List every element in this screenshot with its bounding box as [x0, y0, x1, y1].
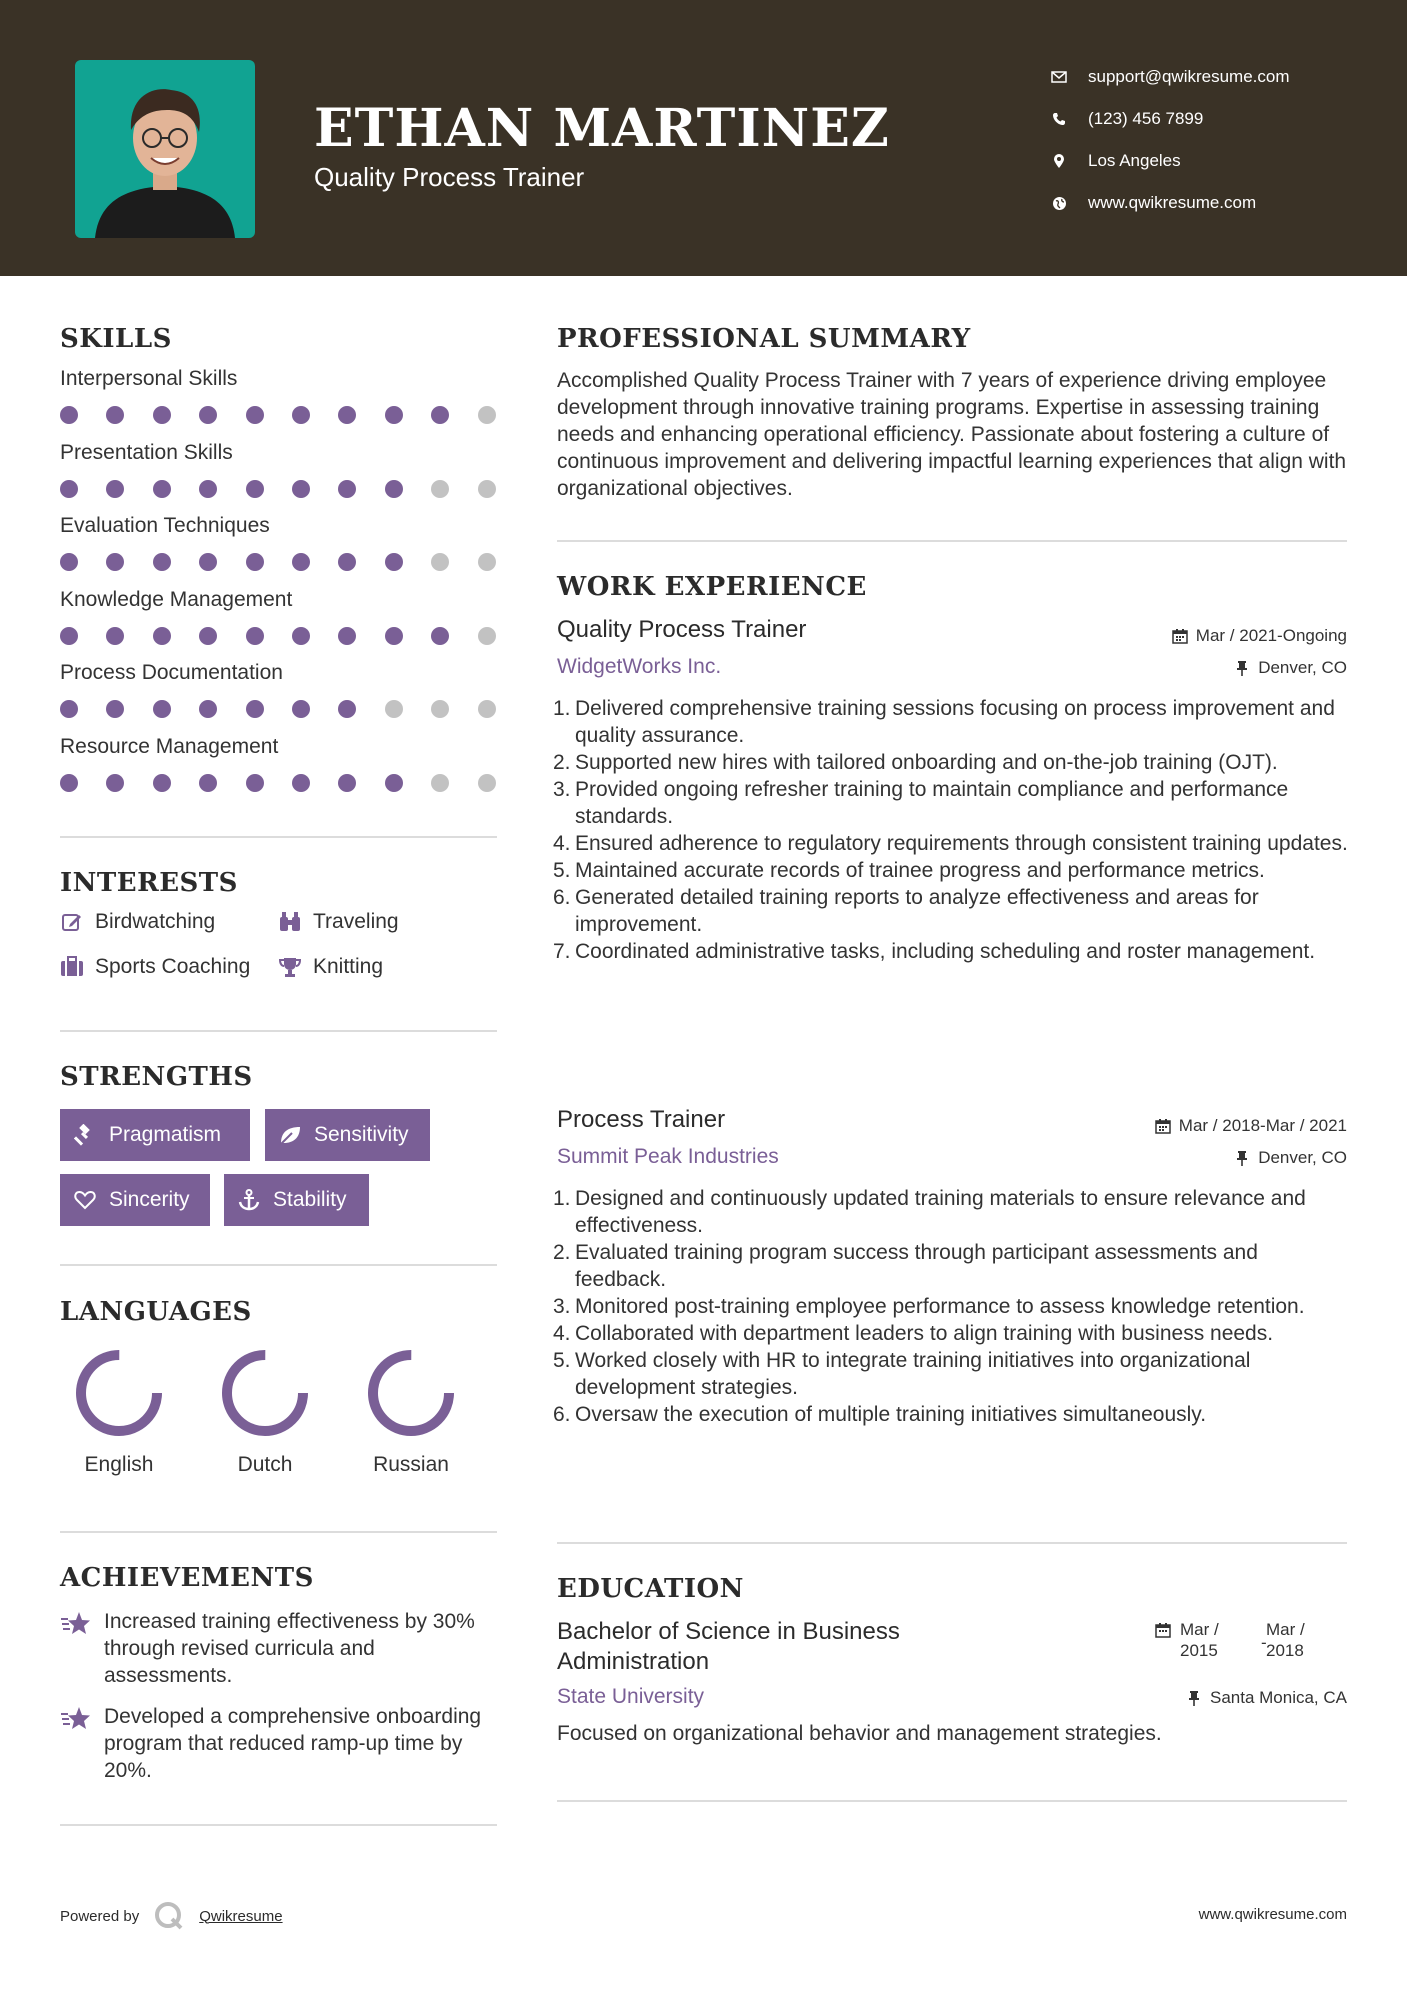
- language-label: Dutch: [237, 1453, 293, 1476]
- job-date-text: Mar / 2021-Ongoing: [1195, 626, 1347, 645]
- anchor-icon: [237, 1188, 261, 1212]
- qwikresume-logo-icon: [153, 1900, 185, 1932]
- bullet-text: Designed and continuously updated training materials to ensure relevance and effectiveness.: [575, 1187, 1306, 1237]
- school-name: State University: [557, 1685, 705, 1708]
- job-title: Quality Process Trainer: [557, 616, 807, 643]
- job-date: [1155, 1116, 1347, 1136]
- achievements-title: ACHIEVEMENTS: [60, 1563, 314, 1593]
- star-icon: [60, 1610, 92, 1638]
- rating-dot-filled: [246, 627, 264, 645]
- achievement-item: [60, 1608, 500, 1689]
- divider: [557, 540, 1347, 542]
- interest-item: [278, 910, 399, 934]
- job-date: [1172, 626, 1347, 646]
- rating-dot-filled: [60, 480, 78, 498]
- interests-title: INTERESTS: [60, 868, 238, 898]
- skill-item: [60, 367, 500, 429]
- education-location: [1186, 1688, 1347, 1708]
- job-bullet: 5. Maintained accurate records of trainee progress and performance metrics.: [553, 859, 1265, 882]
- rating-dot-filled: [338, 700, 356, 718]
- job-bullet: 3. Provided ongoing refresher training to maintain compliance and performance standards.: [553, 778, 1289, 828]
- language-progress-ring: [363, 1345, 459, 1441]
- contact-phone-text: (123) 456 7899: [1088, 109, 1204, 128]
- bullet-text: Provided ongoing refresher training to maintain compliance and performance standards.: [575, 778, 1289, 828]
- job-bullet: 2. Evaluated training program success through participant assessments and feedback.: [553, 1241, 1258, 1291]
- language-item: [351, 1345, 471, 1477]
- education-start-month: Mar /: [1180, 1620, 1219, 1639]
- achievement-text: Developed a comprehensive onboarding program that reduced ramp-up time by 20%.: [104, 1705, 482, 1782]
- rating-dot-filled: [106, 774, 124, 792]
- interest-label: Birdwatching: [95, 910, 216, 933]
- interest-item: [60, 910, 215, 934]
- bullet-text: Monitored post-training employee performance to assess knowledge retention.: [575, 1295, 1305, 1318]
- education-end-year: 2018: [1266, 1641, 1304, 1660]
- job-title: Process Trainer: [557, 1106, 726, 1133]
- rating-dot-filled: [338, 774, 356, 792]
- rating-dot-filled: [246, 480, 264, 498]
- footer-url[interactable]: www.qwikresume.com: [1198, 1906, 1347, 1923]
- bullet-text: Ensured adherence to regulatory requirements through consistent training updates.: [575, 832, 1348, 855]
- strengths-title: STRENGTHS: [60, 1062, 253, 1092]
- language-item: [59, 1345, 179, 1477]
- rating-dot-filled: [385, 553, 403, 571]
- job-location-text: Denver, CO: [1258, 658, 1347, 677]
- rating-dot-filled: [338, 627, 356, 645]
- interest-item: [278, 955, 383, 979]
- calendar-icon: [1172, 628, 1188, 644]
- divider: [60, 1531, 497, 1533]
- pushpin-icon: [1234, 1150, 1250, 1166]
- binoculars-icon: [278, 910, 302, 934]
- bullet-text: Maintained accurate records of trainee progress and performance metrics.: [575, 859, 1265, 882]
- company-name: Summit Peak Industries: [557, 1145, 779, 1168]
- job-bullet: 7. Coordinated administrative tasks, including scheduling and roster management.: [553, 940, 1316, 963]
- bullet-text: Worked closely with HR to integrate training initiatives into organizational development strategies.: [575, 1349, 1251, 1399]
- rating-dot-filled: [199, 774, 217, 792]
- skill-name: Process Documentation: [60, 661, 283, 684]
- strength-badge: [265, 1109, 430, 1161]
- globe-icon: [1050, 194, 1068, 212]
- job-location: [1234, 1148, 1347, 1168]
- skill-item: [60, 588, 500, 650]
- skill-rating: [60, 767, 500, 797]
- skill-item: [60, 735, 500, 797]
- trophy-icon: [278, 955, 302, 979]
- education-start-year: 2015: [1180, 1641, 1218, 1660]
- language-item: [205, 1345, 325, 1477]
- job-location-text: Denver, CO: [1258, 1148, 1347, 1167]
- rating-dot-filled: [106, 480, 124, 498]
- job-bullet: 3. Monitored post-training employee performance to assess knowledge retention.: [553, 1295, 1305, 1318]
- achievement-item: [60, 1703, 500, 1784]
- language-progress-arc: [373, 1355, 449, 1431]
- rating-dot-filled: [106, 406, 124, 424]
- bullet-text: Evaluated training program success through participant assessments and feedback.: [575, 1241, 1258, 1291]
- strength-badge: [60, 1109, 250, 1161]
- contact-location: [1050, 140, 1290, 182]
- bullet-text: Supported new hires with tailored onboarding and on-the-job training (OJT).: [575, 751, 1278, 774]
- rating-dot-filled: [106, 553, 124, 571]
- rating-dot-filled: [246, 553, 264, 571]
- rating-dot-empty: [431, 553, 449, 571]
- skill-rating: [60, 693, 500, 723]
- job-bullets: [553, 695, 1352, 965]
- bullet-text: Generated detailed training reports to analyze effectiveness and areas for improvement.: [575, 886, 1259, 936]
- contact-list: [1050, 56, 1290, 224]
- rating-dot-filled: [246, 700, 264, 718]
- rating-dot-filled: [153, 700, 171, 718]
- job-bullet: 5. Worked closely with HR to integrate training initiatives into organizational development strategies.: [553, 1349, 1251, 1399]
- heart-icon: [73, 1188, 97, 1212]
- divider: [60, 836, 497, 838]
- job-bullet: 6. Oversaw the execution of multiple training initiatives simultaneously.: [553, 1403, 1207, 1426]
- star-icon: [60, 1705, 92, 1733]
- divider: [60, 1030, 497, 1032]
- job-location: [1234, 658, 1347, 678]
- language-label: English: [84, 1453, 154, 1476]
- person-avatar-icon: [75, 60, 255, 238]
- gavel-icon: [73, 1123, 97, 1147]
- education-description: Focused on organizational behavior and management strategies.: [557, 1722, 1162, 1745]
- rating-dot-filled: [246, 774, 264, 792]
- rating-dot-empty: [478, 480, 496, 498]
- calendar-icon: [1155, 1118, 1171, 1134]
- job-bullet: 4. Collaborated with department leaders to align training with business needs.: [553, 1322, 1274, 1345]
- rating-dot-filled: [292, 553, 310, 571]
- strength-badge: [60, 1174, 210, 1226]
- bullet-text: Coordinated administrative tasks, including scheduling and roster management.: [575, 940, 1316, 963]
- rating-dot-filled: [431, 627, 449, 645]
- envelope-icon: [1050, 68, 1068, 86]
- rating-dot-filled: [60, 774, 78, 792]
- rating-dot-filled: [153, 480, 171, 498]
- pushpin-icon: [1234, 660, 1250, 676]
- job-bullet: 6. Generated detailed training reports to analyze effectiveness and areas for improvement.: [553, 886, 1259, 936]
- contact-location-text: Los Angeles: [1088, 151, 1181, 170]
- rating-dot-filled: [292, 774, 310, 792]
- strength-label: Stability: [273, 1188, 347, 1211]
- skill-rating: [60, 399, 500, 429]
- strength-badge: [224, 1174, 369, 1226]
- skill-rating: [60, 473, 500, 503]
- phone-icon: [1050, 110, 1068, 128]
- qwikresume-link[interactable]: Qwikresume: [199, 1907, 283, 1925]
- education-end-month: Mar /: [1266, 1620, 1305, 1639]
- degree-title-line2: Administration: [557, 1648, 710, 1675]
- map-pin-icon: [1050, 152, 1068, 170]
- rating-dot-filled: [385, 627, 403, 645]
- language-progress-ring: [217, 1345, 313, 1441]
- skill-name: Evaluation Techniques: [60, 514, 270, 537]
- interest-label: Knitting: [313, 955, 384, 978]
- resume-header: [0, 0, 1407, 276]
- interest-item: [60, 955, 250, 979]
- rating-dot-filled: [106, 700, 124, 718]
- rating-dot-filled: [338, 553, 356, 571]
- contact-email[interactable]: [1050, 56, 1290, 98]
- rating-dot-empty: [478, 553, 496, 571]
- bullet-text: Oversaw the execution of multiple training initiatives simultaneously.: [575, 1403, 1207, 1426]
- calendar-icon: [1155, 1622, 1175, 1642]
- rating-dot-filled: [106, 627, 124, 645]
- rating-dot-filled: [246, 406, 264, 424]
- divider: [557, 1542, 1347, 1544]
- rating-dot-filled: [292, 627, 310, 645]
- rating-dot-empty: [478, 774, 496, 792]
- strength-label: Pragmatism: [109, 1123, 222, 1146]
- strength-label: Sincerity: [109, 1188, 190, 1211]
- rating-dot-empty: [385, 700, 403, 718]
- skill-name: Knowledge Management: [60, 587, 293, 611]
- skill-rating: [60, 620, 500, 650]
- rating-dot-empty: [431, 480, 449, 498]
- rating-dot-filled: [153, 627, 171, 645]
- experience-title: WORK EXPERIENCE: [557, 572, 867, 602]
- rating-dot-filled: [60, 627, 78, 645]
- rating-dot-filled: [153, 553, 171, 571]
- pushpin-icon: [1186, 1690, 1202, 1706]
- footer-branding: [60, 1900, 283, 1932]
- rating-dot-empty: [431, 700, 449, 718]
- strength-label: Sensitivity: [314, 1123, 409, 1146]
- achievement-text: Increased training effectiveness by 30% through revised curricula and assessments.: [104, 1610, 475, 1687]
- rating-dot-filled: [385, 406, 403, 424]
- bullet-text: Delivered comprehensive training sessions focusing on process improvement and quality assurance.: [575, 697, 1335, 747]
- skill-item: [60, 514, 500, 576]
- rating-dot-filled: [199, 480, 217, 498]
- company-name: WidgetWorks Inc.: [557, 655, 722, 678]
- rating-dot-filled: [60, 700, 78, 718]
- summary-text: Accomplished Quality Process Trainer with 7 years of experience driving employee development through innovative training programs. Expertise in assessing training needs and enhancing operational efficiency. Passionate about fostering a culture of continuous improvement and delivering impactful learning experiences that align with organizational objectives.: [557, 369, 1347, 500]
- degree-title-line1: Bachelor of Science in Business: [557, 1618, 900, 1645]
- rating-dot-empty: [478, 700, 496, 718]
- candidate-name: ETHAN MARTINEZ: [314, 98, 890, 159]
- rating-dot-filled: [292, 480, 310, 498]
- education-date-separator: -: [1261, 1633, 1267, 1652]
- rating-dot-filled: [153, 774, 171, 792]
- education-location-text: Santa Monica, CA: [1209, 1688, 1347, 1707]
- rating-dot-filled: [292, 406, 310, 424]
- leaf-icon: [278, 1123, 302, 1147]
- language-label: Russian: [373, 1453, 449, 1476]
- rating-dot-filled: [338, 406, 356, 424]
- briefcase-icon: [60, 955, 84, 979]
- rating-dot-empty: [431, 774, 449, 792]
- rating-dot-filled: [338, 480, 356, 498]
- summary-title: PROFESSIONAL SUMMARY: [557, 324, 971, 354]
- skill-item: [60, 441, 500, 503]
- bullet-text: Collaborated with department leaders to align training with business needs.: [575, 1322, 1274, 1345]
- job-bullet: 2. Supported new hires with tailored onboarding and on-the-job training (OJT).: [553, 751, 1278, 774]
- job-bullets: [553, 1185, 1352, 1428]
- rating-dot-filled: [292, 700, 310, 718]
- job-date-text: Mar / 2018-Mar / 2021: [1178, 1116, 1347, 1135]
- rating-dot-filled: [385, 480, 403, 498]
- rating-dot-empty: [478, 406, 496, 424]
- divider: [557, 1800, 1347, 1802]
- language-progress-arc: [227, 1355, 303, 1431]
- education-title: EDUCATION: [557, 1574, 744, 1604]
- skill-name: Interpersonal Skills: [60, 367, 238, 390]
- languages-title: LANGUAGES: [60, 1297, 252, 1327]
- rating-dot-filled: [199, 406, 217, 424]
- job-bullet: 4. Ensured adherence to regulatory requirements through consistent training updates.: [553, 832, 1348, 855]
- skill-item: [60, 661, 500, 723]
- education-end-date: [1266, 1619, 1305, 1661]
- rating-dot-filled: [431, 406, 449, 424]
- skills-title: SKILLS: [60, 324, 172, 354]
- rating-dot-filled: [199, 627, 217, 645]
- rating-dot-filled: [199, 553, 217, 571]
- job-bullet: 1. Delivered comprehensive training sessions focusing on process improvement and quality assurance.: [553, 697, 1335, 747]
- divider: [60, 1264, 497, 1266]
- language-progress-ring: [71, 1345, 167, 1441]
- contact-website-text: www.qwikresume.com: [1088, 193, 1257, 212]
- rating-dot-filled: [153, 406, 171, 424]
- candidate-title: Quality Process Trainer: [314, 162, 585, 192]
- interest-label: Sports Coaching: [95, 955, 251, 978]
- contact-phone[interactable]: [1050, 98, 1290, 140]
- contact-email-text: support@qwikresume.com: [1088, 67, 1290, 86]
- rating-dot-filled: [60, 553, 78, 571]
- job-bullet: 1. Designed and continuously updated training materials to ensure relevance and effectiveness.: [553, 1187, 1306, 1237]
- education-start-date: [1180, 1619, 1219, 1661]
- contact-website[interactable]: [1050, 182, 1290, 224]
- rating-dot-filled: [199, 700, 217, 718]
- profile-photo: [75, 60, 255, 238]
- edit-icon: [60, 910, 84, 934]
- divider: [60, 1824, 497, 1826]
- skill-rating: [60, 546, 500, 576]
- rating-dot-empty: [478, 627, 496, 645]
- skill-name: Resource Management: [60, 734, 279, 758]
- rating-dot-filled: [60, 406, 78, 424]
- interest-label: Traveling: [313, 910, 399, 933]
- powered-by-text: Powered by: [60, 1907, 140, 1925]
- skill-name: Presentation Skills: [60, 440, 233, 464]
- language-progress-arc: [81, 1355, 157, 1431]
- rating-dot-filled: [385, 774, 403, 792]
